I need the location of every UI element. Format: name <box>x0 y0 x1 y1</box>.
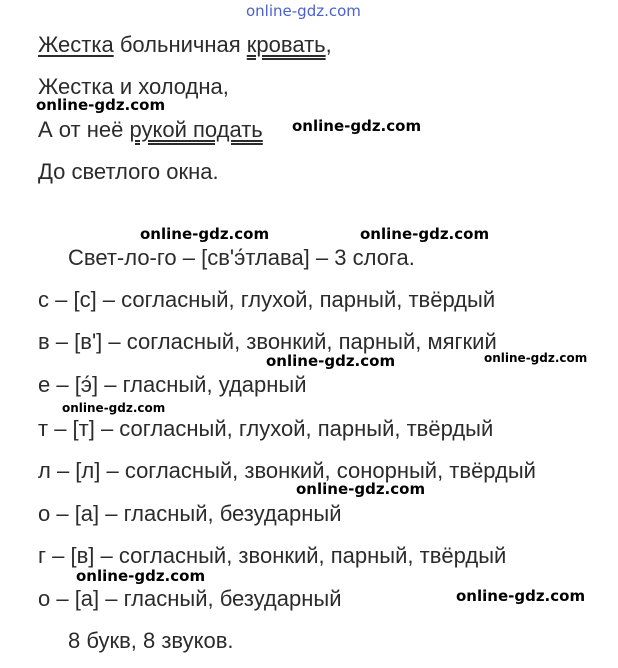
header-site-link[interactable]: online-gdz.com <box>246 2 361 20</box>
watermark-text: online-gdz.com <box>484 351 588 365</box>
watermark-text: online-gdz.com <box>62 401 166 415</box>
watermark-text: online-gdz.com <box>292 117 422 135</box>
watermark-text: online-gdz.com <box>360 225 490 243</box>
watermark-text: online-gdz.com <box>140 225 270 243</box>
poem-line-1-subject: Жестка <box>38 32 114 57</box>
watermark-text: online-gdz.com <box>296 480 426 498</box>
letter-row-3: е – [э́] – гласный, ударный <box>38 372 307 397</box>
letter-row-4: т – [т] – согласный, глухой, парный, твёрдый <box>38 416 494 441</box>
watermark-text: online-gdz.com <box>36 96 166 114</box>
poem-line-1-comma: , <box>325 32 332 57</box>
letter-row-1: с – [с] – согласный, глухой, парный, твёрдый <box>38 287 496 312</box>
poem-line-1-middle: больничная <box>113 32 247 57</box>
letter-row-5: л – [л] – согласный, звонкий, сонорный, твёрдый <box>38 458 536 483</box>
poem-line-1-predicate: кровать <box>246 32 326 57</box>
watermark-text: online-gdz.com <box>456 587 586 605</box>
letter-row-6: о – [а] – гласный, безударный <box>38 501 342 526</box>
poem-line-4: До светлого окна. <box>38 159 219 184</box>
poem-line-1 <box>38 32 332 58</box>
watermark-text: online-gdz.com <box>76 567 206 585</box>
poem-line-3-start: А от неё <box>38 117 130 142</box>
syllable-analysis: Свет-ло-го – [св'э́тлава] – 3 слога. <box>68 245 415 270</box>
poem-line-3 <box>38 117 263 143</box>
letter-row-8: о – [а] – гласный, безударный <box>38 586 342 611</box>
letter-row-2: в – [в'] – согласный, звонкий, парный, мягкий <box>38 329 497 354</box>
poem-line-3-predicate: рукой подать <box>129 117 263 142</box>
letter-row-7: г – [в] – согласный, звонкий, парный, твёрдый <box>38 543 507 568</box>
watermark-text: online-gdz.com <box>266 352 396 370</box>
summary-count: 8 букв, 8 звуков. <box>68 628 234 653</box>
poem-line-2: Жестка и холодна, <box>38 74 229 99</box>
